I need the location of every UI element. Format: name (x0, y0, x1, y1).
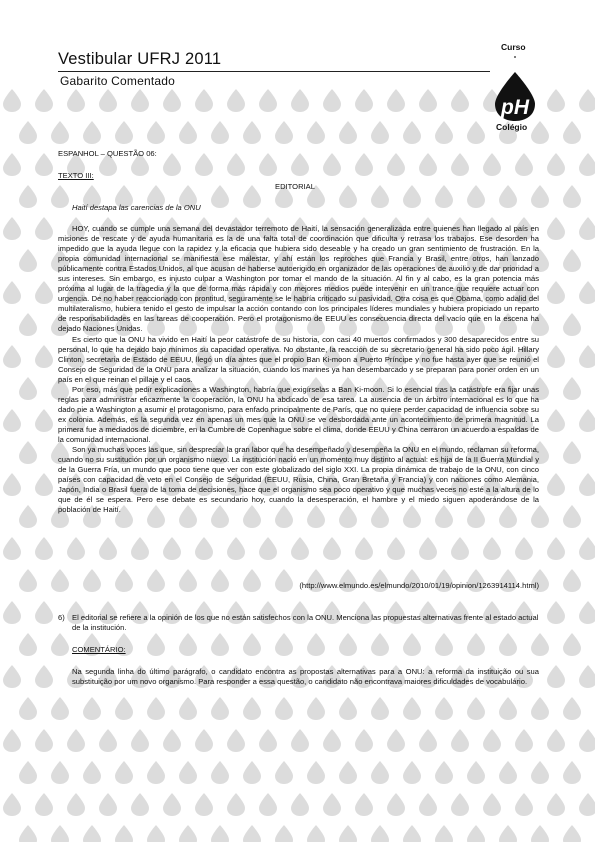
article-paragraph: Es cierto que la ONU ha vivido en Haití la peor catástrofe de su historia, con casi 40 muertos confirmados y 300 desaparecidos entre su personal, lo que ha dejado bajo mínimos su capacidad operativa. No obstante, la reacción de su secretario general ha sido poco ágil. Hillary Clinton, secretaria de Estado de EEUU, llegó un día antes que el propio Ban Ki-moon a Puerto Príncipe y no fue hasta ayer que se reunió el Consejo de Seguridad de la ONU para analizar la situación, cuando los marines ya han desembarcado y se preparan para poner orden en un país en el que reinan el pillaje y el caos. (58, 334, 539, 384)
logo-bottom-text: Colégio (496, 122, 528, 132)
ph-logo-icon (491, 70, 539, 122)
page-title: Vestibular UFRJ 2011 (58, 50, 222, 68)
source-citation: (http://www.elmundo.es/elmundo/2010/01/19/opinion/1263914114.html) (299, 581, 539, 590)
article-body (58, 224, 539, 515)
article-paragraph: HOY, cuando se cumple una semana del devastador terremoto de Haití, la sensación generalizada entre quienes han llegado al país en misiones de rescate y de ayuda humanitaria es la de una falta total de coordinación que dificulta y retrasa los trabajos. Ese desorden ha impedido que la ayuda llegue con la rapidez y la eficacia que hubiera sido deseable y ha creado un gran sentimiento de frustración. En la propia comunidad internacional se manifiesta ese malestar, y ahí están los reproches que Francia y Brasil, entre otros, han lanzado públicamente contra Estados Unidos, al que acusan de haberse autoerigido en organizador de las operaciones de auxilio y de dar prioridad a sus intereses. Sin embargo, es injusto culpar a Washington por tomar el mando de la situación. Al fin y al cabo, es la gran potencia más próxima al lugar de la tragedia y la que de forma más rápida y con mejores medios puede intervenir en un trance que requiere actuar con urgencia. De no haber reaccionado con prontitud, seguramente se le habría criticado su pasividad. Otra cosa es que Obama, como adalid del multilateralismo, hubiera tenido el gesto de impulsar la acción contando con los principales líderes mundiales y hubiera propiciado un reparto de responsabilidades en las tareas de cooperación. Pero el protagonismo de EEUU es consecuencia directa del vacío que en la escena ha dejado Naciones Unidas. (58, 224, 539, 334)
question-text: El editorial se refiere a la opinión de los que no están satisfechos con la ONU. Menciona las propuestas alternativas frente al estado actual de la institución. (72, 613, 539, 633)
header-divider (58, 71, 490, 72)
logo-dot (514, 56, 516, 58)
question-label: ESPANHOL – QUESTÃO 06: (58, 149, 157, 158)
logo-top-text: Curso (501, 42, 526, 52)
commentary-label: COMENTÁRIO: (72, 645, 126, 654)
commentary-text: Na segunda linha do último parágrafo, o candidato encontra as propostas alternativas para a ONU: a reforma da instituição ou sua substituição por um novo organismo. Para responder a essa questão, o candidato não encontrava maiores dificuldades de vocabulário. (72, 667, 539, 687)
section-label: EDITORIAL (275, 182, 315, 191)
page-subtitle: Gabarito Comentado (60, 74, 175, 88)
article-headline: Haití destapa las carencias de la ONU (72, 203, 201, 212)
question-number: 6) (58, 613, 65, 622)
ph-logo-text: pH (501, 96, 529, 119)
question-block (58, 613, 539, 633)
text-label: TEXTO III: (58, 171, 94, 180)
article-paragraph: Son ya muchas voces las que, sin despreciar la gran labor que ha desempeñado y desempeña la ONU en el mundo, reclaman su reforma, cuando no su sustitución por un organismo nuevo. La institución nació en un momento muy distinto al actual: es hija de la II Guerra Mundial y de la Guerra Fría, un mundo que poco tiene que ver con este globalizado del siglo XXI. La propia dinámica de trabajo de la ONU, con cinco países con capacidad de veto en el Consejo de Seguridad (EEUU, Rusia, China, Gran Bretaña y Francia) y con naciones como Alemania, Japón, India o Brasil fuera de la toma de decisiones, hace que el organismo sea poco operativo y que muchas veces no esté a la altura de lo que de él se espera. Pero ese debate es secundario hoy, cuando la desesperación, el hambre y el miedo siguen apoderándose de la población de Haití. (58, 445, 539, 515)
school-logo (491, 40, 541, 136)
article-paragraph: Por eso, más que pedir explicaciones a Washington, habría que exigírselas a Ban Ki-moon. Si lo esencial tras la catástrofe era fijar unas reglas para administrar eficazmente la cooperación, la ONU ha abdicado de esa tarea. La ausencia de un árbitro internacional es lo que ha dado pie a Washington a asumir el protagonismo, para enfado principalmente de París, que no quiere perder capacidad de influencia sobre su ex colonia. Además, es la segunda vez en apenas un mes que la ONU se ve desbordada ante un acontecimiento de primera magnitud. La primera fue a mediados de diciembre, en la Cumbre de Copenhague sobre el clima, donde EEUU y China cerraron un acuerdo a espaldas de la comunidad internacional. (58, 384, 539, 444)
